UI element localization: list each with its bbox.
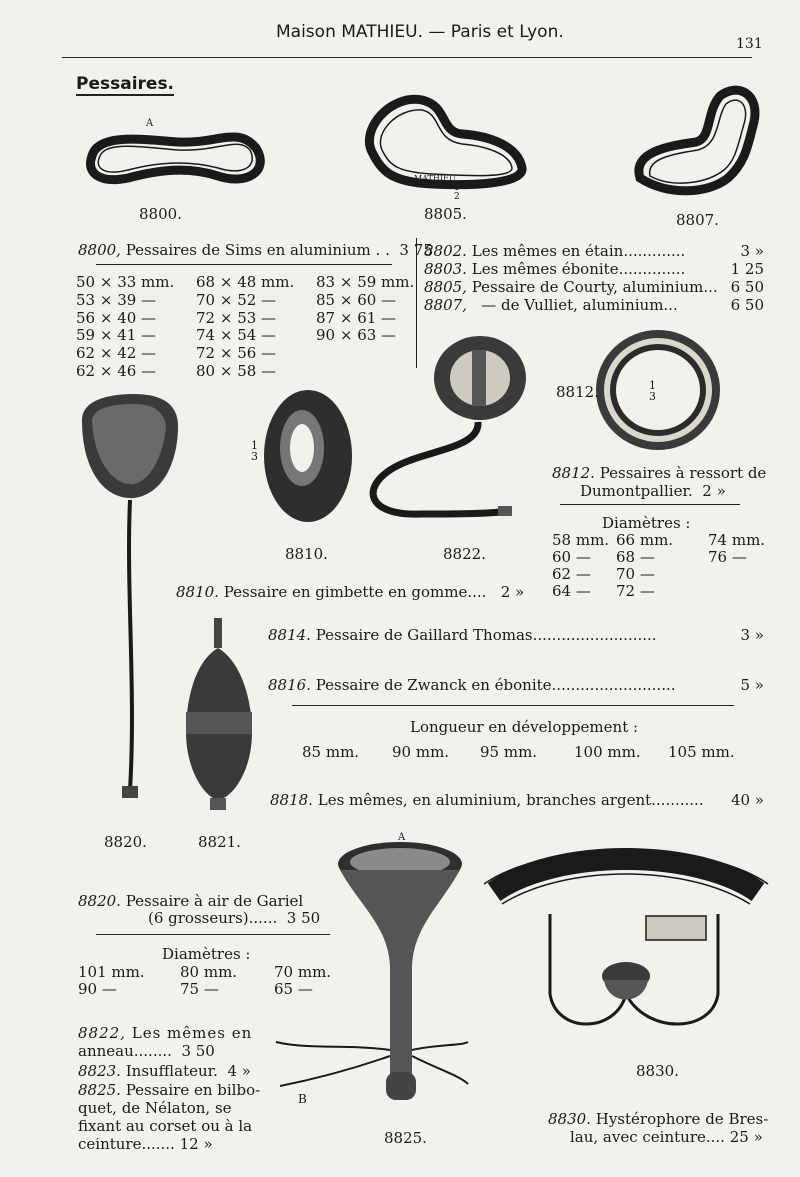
entry-8812-line2: Dumontpallier. 2 » <box>580 482 726 500</box>
gimbette-pessary-illustration <box>262 388 356 524</box>
insufflator-illustration <box>180 612 260 812</box>
figure-label-8830: 8830. <box>636 1062 679 1080</box>
diameters-8812-col3: 74 mm. 76 — <box>708 531 766 566</box>
spring-ring-illustration <box>592 325 727 455</box>
entry-8830: 8830. Hystérophore de Bres- <box>548 1110 769 1128</box>
bilboquet-pessary-illustration <box>270 836 470 1126</box>
page-number: 131 <box>736 36 763 52</box>
diameters-title-8812: Diamètres : <box>602 514 691 532</box>
section-title: Pessaires. <box>76 74 175 94</box>
divider-8800 <box>96 264 392 265</box>
label-a-8825: A <box>398 832 406 843</box>
entry-8820: 8820. Pessaire à air de Gariel <box>78 892 304 910</box>
figure-label-8800: 8800. <box>139 205 182 223</box>
vulliet-pessary-illustration <box>628 82 768 202</box>
entry-8820-line2: (6 grosseurs)...... 3 50 <box>148 909 321 927</box>
entry-8812: 8812. Pessaires à ressort de <box>552 464 767 482</box>
diameters-8812-col1: 58 mm. 60 — 62 — 64 — <box>552 531 610 600</box>
entry-8816: 8816. Pessaire de Zwanck en ébonite.......................... 5 » <box>268 676 764 694</box>
figure-label-8821: 8821. <box>198 833 241 851</box>
entry-8800: 8800, Pessaires de Sims en aluminium . . 3 75 <box>78 241 433 259</box>
entry-8805: 8805, Pessaire de Courty, aluminium... 6 50 <box>424 278 764 296</box>
entry-8822: 8822, Les mêmes en <box>78 1024 253 1042</box>
entry-8803: 8803. Les mêmes ébonite.............. 1 25 <box>424 260 764 278</box>
entry-8825: 8825. Pessaire en bilbo- quet, de Nélaton, se fixant au corset ou à la ceinture....... 12 » <box>78 1081 261 1153</box>
figure-label-8825: 8825. <box>384 1129 427 1147</box>
fraction-third-8812: 1 3 <box>649 379 656 403</box>
entry-8802: 8802. Les mêmes en étain............. 3 » <box>424 242 764 260</box>
diameters-8812-col2: 66 mm. 68 — 70 — 72 — <box>616 531 674 600</box>
figure-label-8805: 8805. <box>424 205 467 223</box>
label-a-8800: A <box>146 118 154 129</box>
entry-8818: 8818. Les mêmes, en aluminium, branches argent........... 40 » <box>270 791 764 809</box>
diameters-8820-col3: 70 mm. 65 — <box>274 963 332 998</box>
longueur-100: 100 mm. <box>574 743 641 761</box>
brand-8805: MATHIEU <box>414 174 456 183</box>
figure-label-8807: 8807. <box>676 211 719 229</box>
entries-8802-8807 <box>424 242 764 314</box>
entry-8822-line2: anneau........ 3 50 <box>78 1042 215 1060</box>
sizes-col-2: 68 × 48 mm. 70 × 52 — 72 × 53 — 74 × 54 — 72 × 56 — 80 × 58 — <box>196 273 295 380</box>
diameters-8820-col1: 101 mm. 90 — <box>78 963 145 998</box>
longueur-95: 95 mm. <box>480 743 538 761</box>
fraction-third-8810: 1 3 <box>251 439 258 463</box>
air-pessary-illustration <box>74 390 184 820</box>
sizes-col-3: 83 × 59 mm. 85 × 60 — 87 × 61 — 90 × 63 — <box>316 273 415 345</box>
sims-pessary-illustration <box>78 118 268 198</box>
ring-pessary-tube-illustration <box>360 330 540 530</box>
longueur-90: 90 mm. <box>392 743 450 761</box>
divider-8812 <box>560 504 740 505</box>
figure-label-8822: 8822. <box>443 545 486 563</box>
entry-8830-line2: lau, avec ceinture.... 25 » <box>570 1128 763 1146</box>
entry-8810: 8810. Pessaire en gimbette en gomme.... 2 » <box>176 583 525 601</box>
brand-8830: MATHIEU <box>590 858 644 868</box>
diameters-8820-col2: 80 mm. 75 — <box>180 963 238 998</box>
longueur-85: 85 mm. <box>302 743 360 761</box>
figure-label-8820: 8820. <box>104 833 147 851</box>
label-b-8825: B <box>298 1092 307 1106</box>
page-header: Maison MATHIEU. — Paris et Lyon. <box>276 22 564 42</box>
entry-8823: 8823. Insufflateur. 4 » <box>78 1062 251 1080</box>
figure-label-8812: 8812. <box>556 383 599 401</box>
divider-8816 <box>292 705 734 706</box>
entry-8814: 8814. Pessaire de Gaillard Thomas.......................... 3 » <box>268 626 764 644</box>
longueur-105: 105 mm. <box>668 743 735 761</box>
longueur-title: Longueur en développement : <box>410 718 639 736</box>
fraction-half: 1 2 <box>454 183 460 202</box>
header-rule <box>62 57 752 58</box>
entry-8807: 8807, — de Vulliet, aluminium... 6 50 <box>424 296 764 314</box>
figure-label-8810: 8810. <box>285 545 328 563</box>
diameters-title-8820: Diamètres : <box>162 945 251 963</box>
sizes-col-1: 50 × 33 mm. 53 × 39 — 56 × 40 — 59 × 41 — 62 × 42 — 62 × 46 — <box>76 273 175 380</box>
